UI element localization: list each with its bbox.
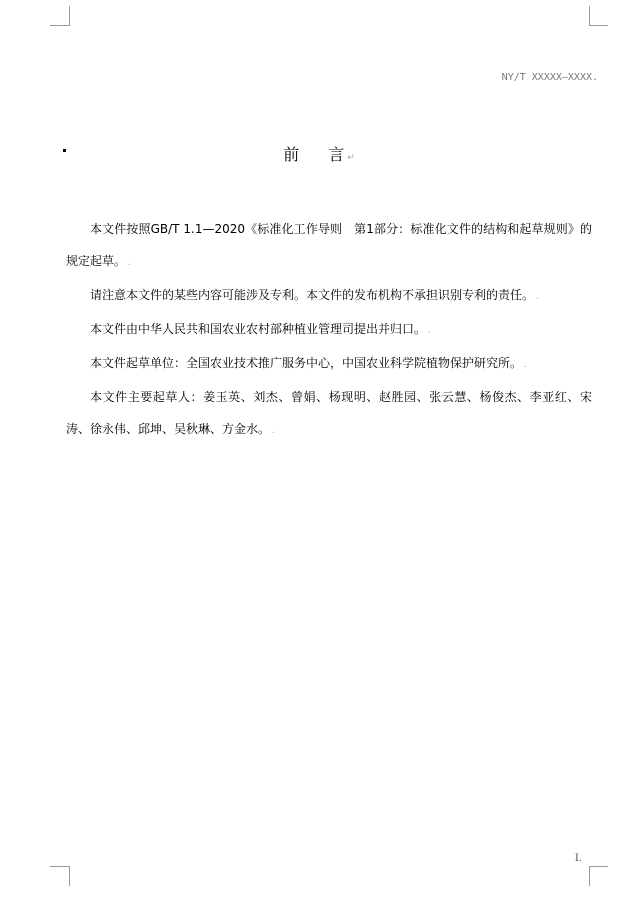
crop-mark-bottom-right-h (589, 866, 608, 867)
crop-mark-top-right-h (589, 25, 608, 26)
title-char-2: 言 (328, 145, 346, 164)
paragraph-mark-icon: . (524, 360, 527, 370)
paragraph-text: 本文件由中华人民共和国农业农村部种植业管理司提出并归口。 (90, 322, 427, 336)
paragraph-mark-icon: ↵ (347, 153, 356, 163)
crop-mark-top-left-h (50, 25, 69, 26)
title-char-1: 前 (283, 145, 301, 164)
paragraph-drafting-rules (66, 213, 592, 279)
paragraph-text: 本文件起草单位：全国农业技术推广服务中心，中国农业科学院植物保护研究所。 (90, 356, 523, 370)
crop-mark-top-left-v (69, 6, 70, 26)
crop-mark-top-right-v (589, 6, 590, 26)
document-body (66, 213, 592, 447)
paragraph-text: 本文件按照GB/T 1.1—2020《标准化工作导则 第1部分：标准化文件的结构和起草规则》的规定起草。 (66, 222, 592, 268)
crop-mark-bottom-left-v (69, 866, 70, 886)
page-title (0, 142, 639, 165)
paragraph-drafting-units (66, 347, 592, 381)
paragraph-mark-icon: . (428, 326, 431, 336)
paragraph-mark-icon: . (536, 292, 539, 302)
crop-mark-bottom-right-v (589, 866, 590, 886)
paragraph-drafters (66, 381, 592, 447)
page-number: I. (574, 853, 582, 864)
paragraph-mark-icon: . (272, 426, 275, 436)
crop-mark-bottom-left-h (50, 866, 69, 867)
paragraph-text: 请注意本文件的某些内容可能涉及专利。本文件的发布机构不承担识别专利的责任。 (90, 288, 535, 302)
paragraph-patent-notice (66, 279, 592, 313)
paragraph-proposer (66, 313, 592, 347)
document-code: NY/T XXXXX—XXXX. (501, 72, 598, 83)
paragraph-mark-icon: . (128, 258, 131, 268)
paragraph-text: 本文件主要起草人：姜玉英、刘杰、曾娟、杨现明、赵胜园、张云慧、杨俊杰、李亚红、宋涛、徐永伟、邱坤、吴秋琳、方金水。 (66, 390, 592, 436)
